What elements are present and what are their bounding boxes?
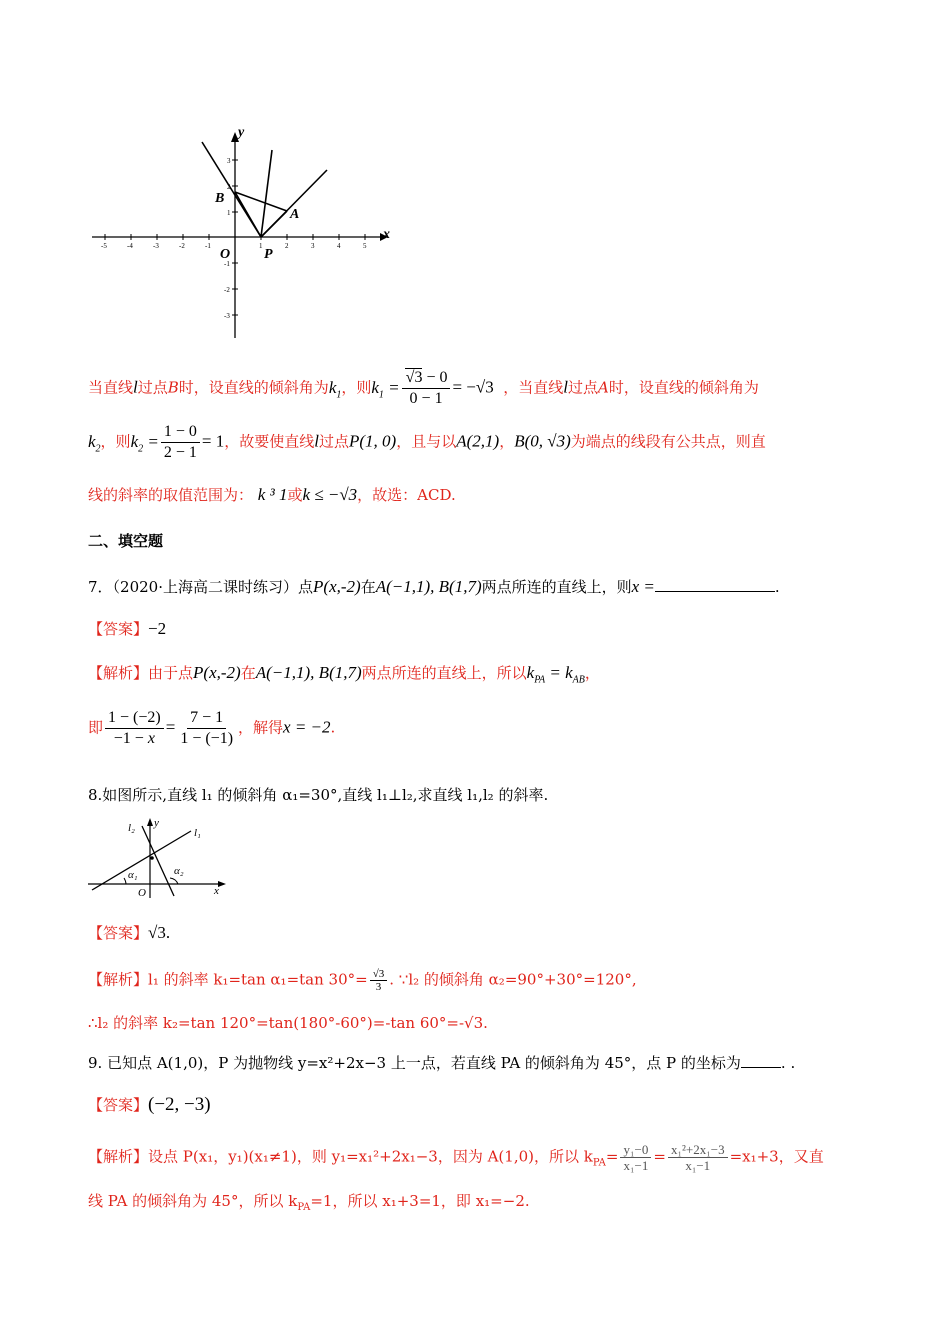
text: 线 PA 的倾斜角为 45°，所以 k [88,1192,298,1210]
y-tick: 1 [227,209,231,217]
math-P: P(x,-2) [193,663,241,682]
text: 在 [360,578,376,596]
answer-value: √3. [148,923,171,942]
x-tick: -2 [179,242,185,250]
y-tick: -2 [224,286,230,294]
point-p-label: P [264,247,273,262]
math-B: B [167,378,179,397]
answer-7 [88,618,166,639]
text: 9. 已知点 A(1,0)，P 为抛物线 y=x²+2x−3 上一点，若直线 PA 的倾斜角为 45°，点 P 的坐标为 [88,1054,741,1072]
text: . ∵l₂ 的倾斜角 α₂=90°+30°=120°, [389,970,637,989]
math-l: l [133,377,138,397]
solution-label: 【解析】 [88,1147,149,1166]
section-title: 二、填空题 [88,532,164,550]
text: 过点 [318,432,349,451]
text: 过点 [137,378,168,397]
label-origin: O [138,887,146,899]
answer-8 [88,922,170,943]
text: . [774,578,780,596]
x-tick: -4 [127,242,133,250]
answer-9 [88,1094,211,1116]
text: 两点所连的直线上，所以 [361,664,527,682]
y-tick: -3 [224,312,230,320]
question-8: 8.如图所示,直线 l₁ 的倾斜角 α₁=30°,直线 l₁⊥l₂,求直线 l₁,l₂ 的斜率. [88,786,549,804]
solution-6-line-3 [88,484,456,505]
solution-9-line-2: 线 PA 的倾斜角为 45°，所以 $k_{PA}=1$，所以 x₁+3=1，即 x₁=−2. [88,1192,530,1213]
point-a-label: A [290,207,300,222]
x-axis-label: x [383,227,390,242]
answer-label: 【答案】 [88,924,149,942]
text: 时，设直线的倾斜角为 [608,378,759,397]
text: 为端点的线段有公共点，则直 [570,432,766,451]
question-9 [88,1052,795,1073]
text: =x₁+3，又直 [729,1147,824,1166]
fraction-right: $\frac{7 - 1}{1 - (-1)}$ [180,709,234,747]
text: 过点 [568,378,599,397]
solution-6-line-2 [88,422,766,463]
math-l: l [563,377,569,397]
x-tick: 4 [337,242,341,250]
math-kpa-kab: $k_{PA} = k_{AB}$ [526,663,585,686]
text: ，解得 [238,718,284,737]
y-tick: 2 [227,183,231,191]
answer-blank[interactable] [655,577,775,592]
math-eq: = 1 [201,431,225,451]
math-k-range-1: k ³ 1 [257,485,288,504]
x-tick: 1 [259,242,263,250]
math-result: x = −2 [283,717,331,737]
math-point: B(0, √3) [514,431,571,451]
text: ，故要使直线 [224,432,315,451]
y-axis-label: y [238,125,245,140]
math-A: A [598,378,609,397]
math-AB: A(−1,1), B(1,7) [375,577,482,596]
fraction-slope-expanded: $\frac{\text{x₁²+2x₁−3}}{\text{x₁−1}}$ [668,1142,728,1173]
label-l2: l₂ [128,822,135,834]
text: 7．（2020·上海高二课时练习）点 [88,578,313,596]
text: 时，设直线的倾斜角为 [178,378,329,397]
label-x: x [214,885,219,897]
math-x: x = [631,577,655,596]
text: 线的斜率的取值范围为： [88,486,254,504]
text: 由于点 [148,664,194,682]
solution-label: 【解析】 [88,970,149,989]
y-tick: 3 [227,157,231,165]
math-k2: $k_2$ = [130,431,159,454]
solution-label: 【解析】 [88,664,149,682]
text: ，当直线 [503,378,564,397]
answer-label: 【答案】 [88,620,149,638]
text: 当直线 [88,378,134,397]
text: ，故选：ACD. [357,486,456,504]
answer-blank[interactable] [741,1053,781,1068]
origin-label: O [220,247,231,262]
label-y: y [154,817,159,829]
math-k1: $k_1$ [328,377,342,400]
text: . . [780,1054,796,1072]
solution-8-line-2: ∴l₂ 的斜率 k₂=tan 120°=tan(180°-60°)=-tan 60°=-√3. [88,1014,488,1032]
math-eq: = [165,717,176,737]
text: 设点 P(x₁，y₁)(x₁≠1)，则 y₁=x₁²+2x₁−3，因为 A(1,0)，所以 k [148,1147,593,1166]
math-AB: A(−1,1), B(1,7) [255,663,362,682]
math-k-range-2: k ≤ −√3 [302,485,358,504]
text: 或 [287,486,303,504]
solution-8-line-1 [88,968,637,993]
solution-7-line-2 [88,708,335,749]
text: . [330,718,336,737]
math-P: P(x,-2) [313,577,361,596]
x-tick: -3 [153,242,159,250]
question-7 [88,576,780,597]
fraction-root3-over-3: $\frac{√3}{3}$ [370,968,388,993]
math-eq: = −√3 [452,377,494,397]
fraction-k1: $\frac{√3 - 0}{0 - 1}$ [402,368,451,409]
fraction-left: $\frac{1 - (-2)}{-1 - x}$ [105,708,164,749]
text: 两点所连的直线上，则 [481,578,632,596]
label-l1: l₁ [194,827,201,839]
text: ，且与以 [396,432,457,451]
text: ，则 [100,432,131,451]
text: ， [499,432,515,451]
x-tick: -5 [101,242,107,250]
label-alpha1: α₁ [128,869,138,881]
answer-value: (−2, −3) [148,1094,211,1115]
text: l₁ 的斜率 k₁=tan α₁=tan 30°= [148,970,368,989]
fraction-slope: $\frac{\text{y₁−0}}{\text{x₁−1}}$ [620,1142,651,1173]
x-tick: 5 [363,242,367,250]
math-l: l [314,431,319,451]
answer-label: 【答案】 [88,1096,149,1114]
solution-6-line-1 [88,368,759,409]
text: 在 [240,664,256,682]
label-alpha2: α₂ [174,865,184,877]
answer-value: −2 [148,619,167,638]
text: ，则 [341,378,372,397]
point-b-label: B [215,191,225,206]
figure-perpendicular-lines [86,814,236,900]
solution-7-line-1 [88,662,600,685]
math-k1: $k_1$ = [371,377,400,400]
fraction-k2: $\frac{1 - 0}{2 - 1}$ [161,422,200,463]
math-point: A(2,1) [456,431,500,451]
y-tick: -1 [224,260,230,268]
x-tick: 3 [311,242,315,250]
text: =1，所以 x₁+3=1，即 x₁=−2. [310,1192,530,1210]
math-k2: $k_2$ [88,431,101,454]
text: ， [584,664,600,682]
x-tick: -1 [205,242,211,250]
solution-9-line-1: 【解析】设点 P(x₁，y₁)(x₁≠1)，则 y₁=x₁²+2x₁−3，因为 A(1,0)，所以 $k_{PA}=$ $\frac{\text{y₁−0}}{\text{x₁−1}}$ = $\frac{\text{x₁²+2x₁−3}}{\text{x₁−1}}$ =x₁+3，又直 [88,1142,824,1173]
x-tick: 2 [285,242,289,250]
math-point: P(1, 0) [348,431,397,451]
text: 即 [88,718,104,737]
figure-slope-range-diagram [90,120,400,340]
